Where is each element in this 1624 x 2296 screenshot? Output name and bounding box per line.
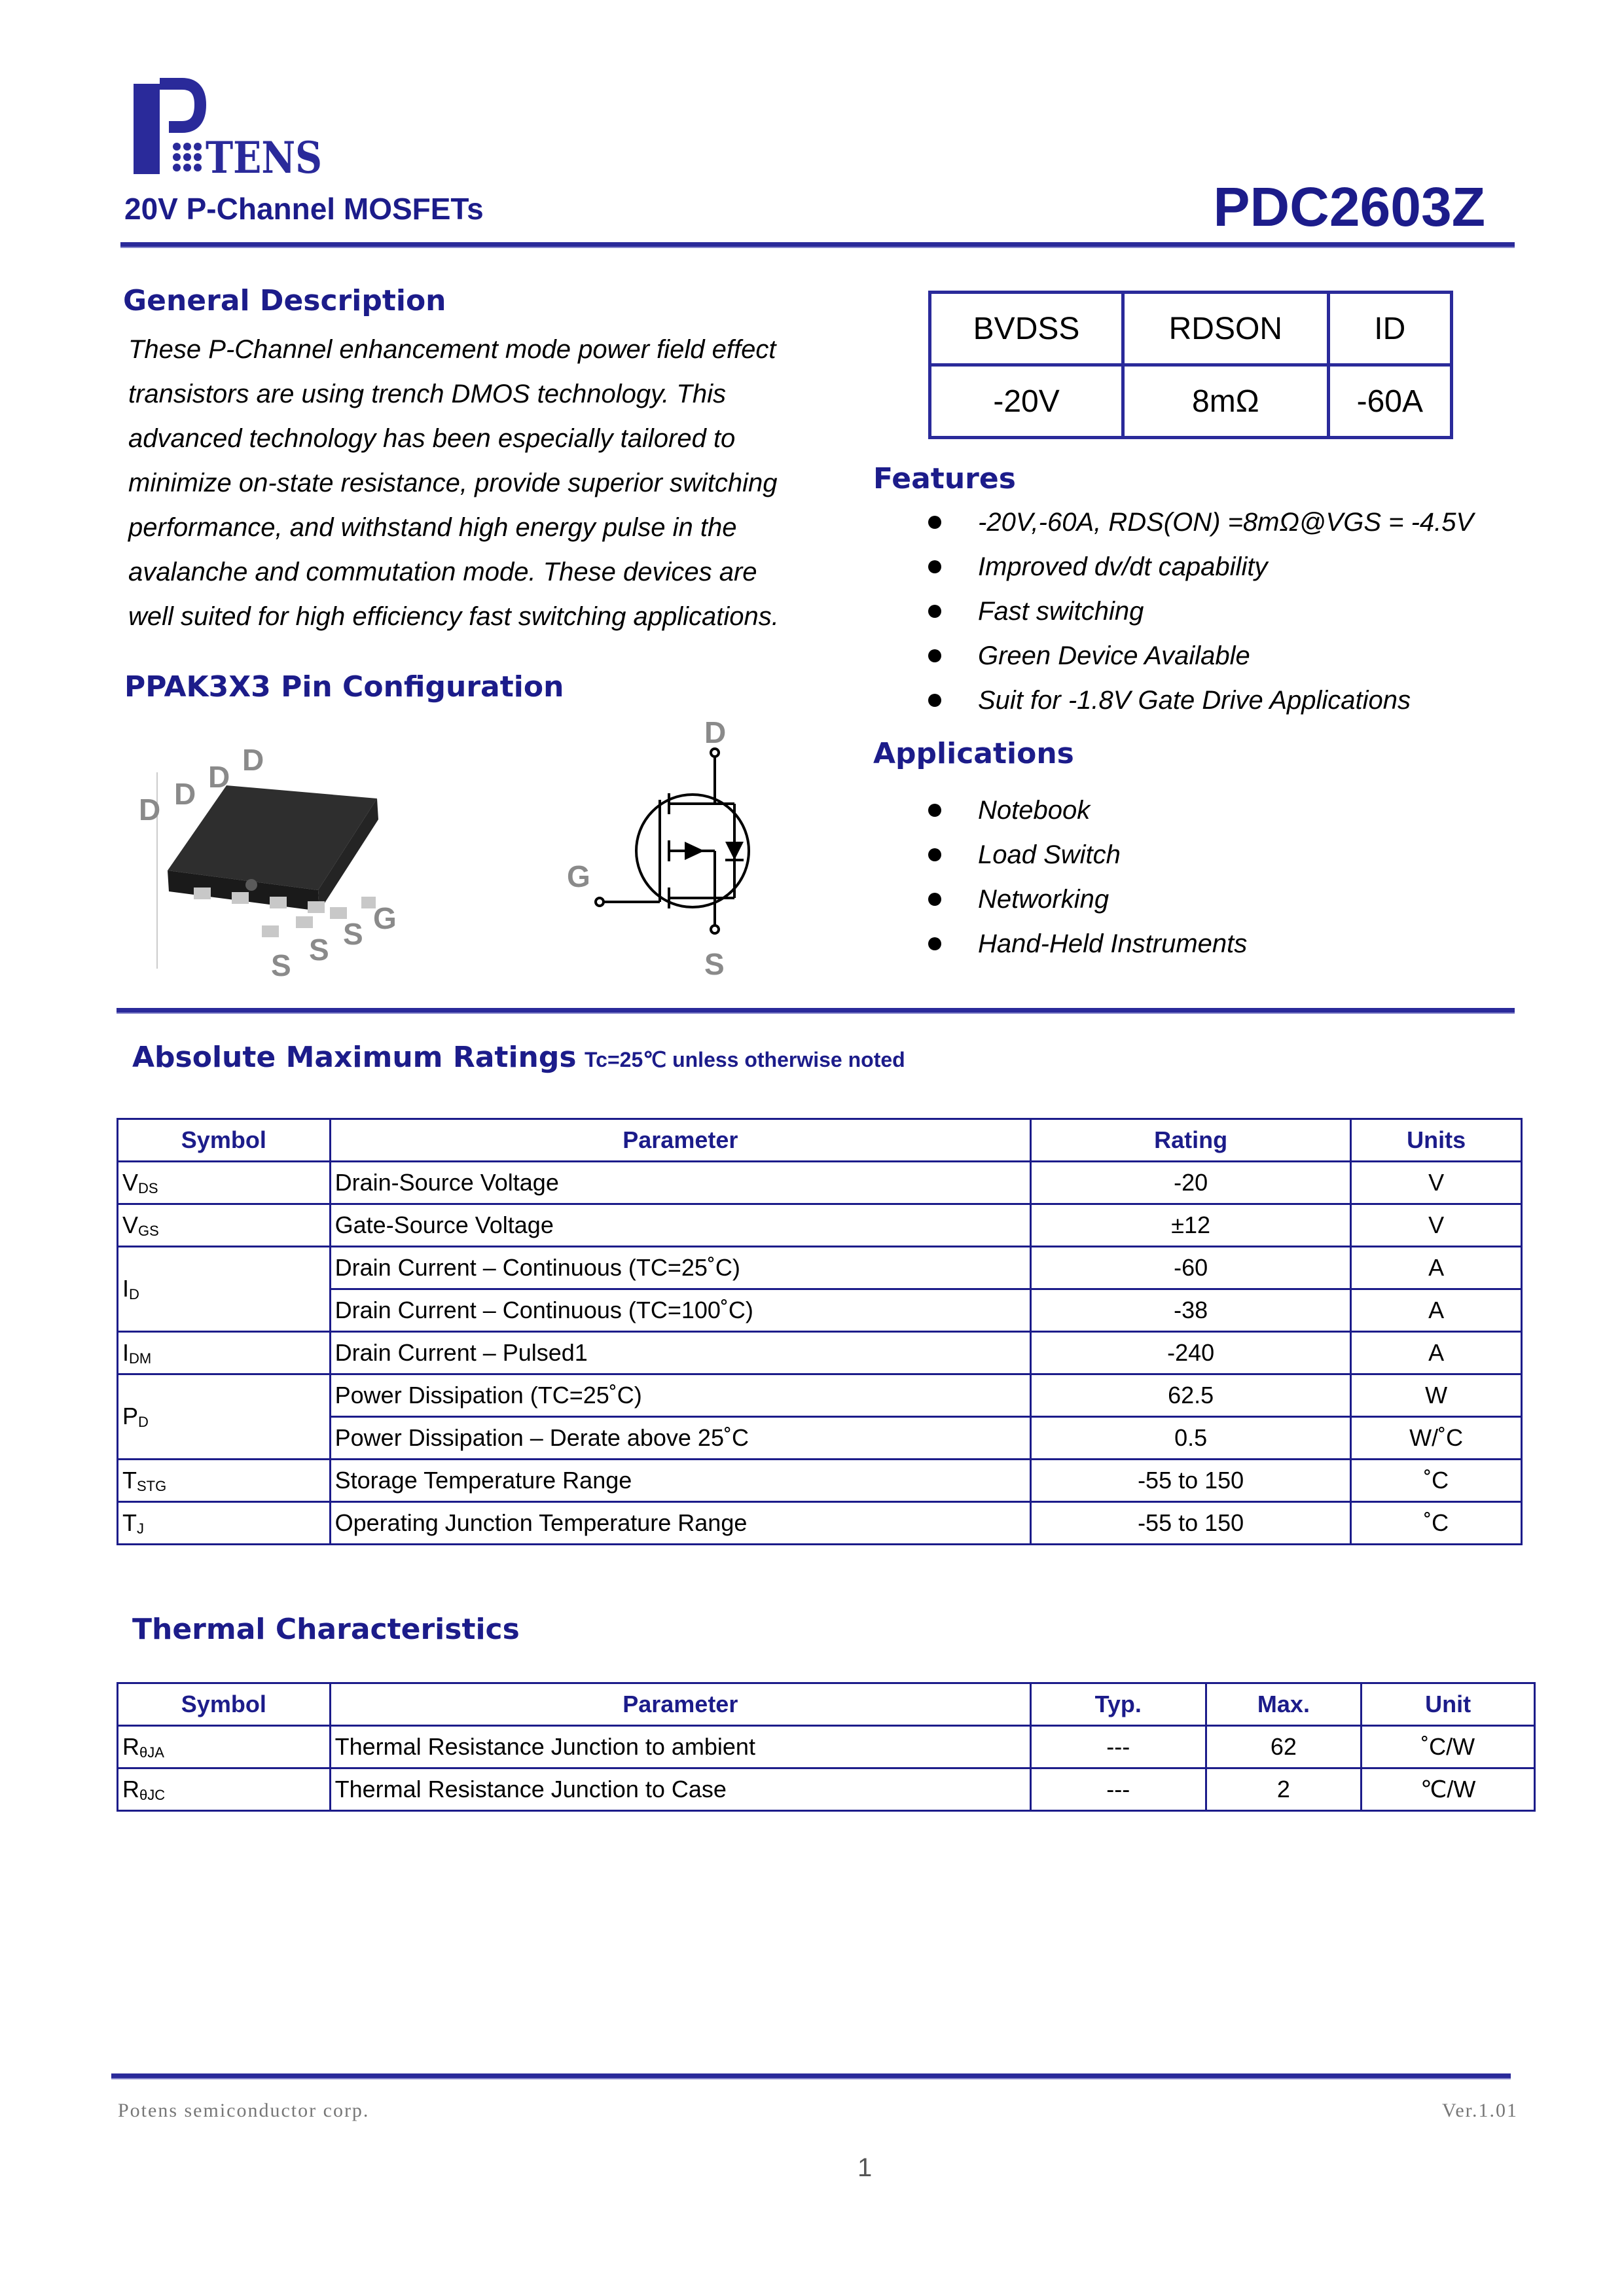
col-header-max: Max. [1206, 1683, 1362, 1726]
pin-label-g: G [373, 901, 397, 935]
row-unit: W [1351, 1374, 1522, 1417]
spec-header-rdson: RDSON [1123, 293, 1329, 365]
thermal-title: Thermal Characteristics [132, 1613, 520, 1646]
col-header-symbol: Symbol [118, 1683, 331, 1726]
table-row [118, 1247, 1522, 1289]
col-header-typ: Typ. [1030, 1683, 1206, 1726]
footer-company: Potens semiconductor corp. [118, 2100, 370, 2121]
row-unit: A [1351, 1289, 1522, 1332]
row-symbol: $R_{\theta JC}$ [118, 1768, 331, 1811]
pin-config-title: PPAK3X3 Pin Configuration [124, 670, 564, 704]
col-header-units: Units [1351, 1119, 1522, 1162]
row-rating: -60 [1030, 1247, 1350, 1289]
row-rating: -55 to 150 [1030, 1460, 1350, 1502]
row-rating: -55 to 150 [1030, 1502, 1350, 1545]
row-unit: ˚C/W [1362, 1726, 1535, 1768]
features-list [922, 500, 1473, 723]
company-logo [128, 81, 325, 183]
table-row [118, 1726, 1535, 1768]
row-parameter: Thermal Resistance Junction to ambient [330, 1726, 1030, 1768]
spec-value-id: -60A [1328, 365, 1451, 438]
desc-line: performance, and withstand high energy pulse in the [128, 513, 737, 542]
col-header-symbol: Symbol [118, 1119, 331, 1162]
row-parameter: Drain-Source Voltage [330, 1162, 1030, 1204]
row-parameter: Power Dissipation – Derate above 25˚C [330, 1417, 1030, 1460]
pin-label-s: S [343, 917, 363, 951]
svg-text:TENS: TENS [206, 132, 322, 183]
pin-label-s: S [309, 933, 329, 967]
row-parameter: Drain Current – Continuous (TC=100˚C) [330, 1289, 1030, 1332]
row-unit: ℃/W [1362, 1768, 1535, 1811]
row-parameter: Operating Junction Temperature Range [330, 1502, 1030, 1545]
desc-line: minimize on-state resistance, provide superior switching [128, 469, 778, 497]
document-subtitle: 20V P-Channel MOSFETs [124, 192, 484, 226]
row-symbol: $I_D$ [118, 1247, 331, 1332]
abs-max-table [117, 1118, 1523, 1545]
row-unit: ˚C [1351, 1460, 1522, 1502]
table-row [118, 1502, 1522, 1545]
desc-line: These P-Channel enhancement mode power field effect [128, 335, 776, 364]
abs-max-heading [132, 1041, 905, 1074]
row-parameter: Gate-Source Voltage [330, 1204, 1030, 1247]
abs-max-title: Absolute Maximum Ratings [132, 1041, 577, 1074]
feature-item: Green Device Available [922, 634, 1473, 678]
feature-item: Suit for -1.8V Gate Drive Applications [922, 678, 1473, 723]
col-header-unit: Unit [1362, 1683, 1535, 1726]
row-unit: ˚C [1351, 1502, 1522, 1545]
col-header-parameter: Parameter [330, 1119, 1030, 1162]
footer-rule [111, 2073, 1511, 2079]
row-symbol: $V_{GS}$ [118, 1204, 331, 1247]
pin-label-d: D [242, 743, 264, 777]
row-unit: A [1351, 1247, 1522, 1289]
row-rating: 62.5 [1030, 1374, 1350, 1417]
row-max: 2 [1206, 1768, 1362, 1811]
part-number: PDC2603Z [1213, 176, 1485, 238]
row-symbol: $I_{DM}$ [118, 1332, 331, 1374]
row-parameter: Storage Temperature Range [330, 1460, 1030, 1502]
application-item: Notebook [922, 788, 1247, 833]
spec-header-id: ID [1328, 293, 1451, 365]
table-row [118, 1162, 1522, 1204]
feature-item: Fast switching [922, 589, 1473, 634]
col-header-parameter: Parameter [330, 1683, 1030, 1726]
row-parameter: Drain Current – Continuous (TC=25˚C) [330, 1247, 1030, 1289]
spec-value-bvdss: -20V [930, 365, 1123, 438]
row-parameter: Power Dissipation (TC=25˚C) [330, 1374, 1030, 1417]
desc-line: transistors are using trench DMOS technology. This [128, 380, 726, 408]
row-unit: V [1351, 1162, 1522, 1204]
symbol-label-drain: D [704, 715, 727, 749]
application-item: Networking [922, 877, 1247, 922]
row-unit: A [1351, 1332, 1522, 1374]
row-rating: 0.5 [1030, 1417, 1350, 1460]
mosfet-symbol [589, 746, 759, 936]
row-symbol: $R_{\theta JA}$ [118, 1726, 331, 1768]
pin-label-d: D [174, 777, 196, 811]
applications-list [922, 788, 1247, 966]
row-parameter: Drain Current – Pulsed1 [330, 1332, 1030, 1374]
row-unit: W/˚C [1351, 1417, 1522, 1460]
row-rating: -38 [1030, 1289, 1350, 1332]
section-rule [117, 1008, 1515, 1014]
col-header-rating: Rating [1030, 1119, 1350, 1162]
row-max: 62 [1206, 1726, 1362, 1768]
feature-item: -20V,-60A, RDS(ON) =8mΩ@VGS = -4.5V [922, 500, 1473, 545]
row-rating: -240 [1030, 1332, 1350, 1374]
table-row [118, 1204, 1522, 1247]
feature-item: Improved dv/dt capability [922, 545, 1473, 589]
page-number: 1 [857, 2153, 873, 2182]
row-symbol: $T_J$ [118, 1502, 331, 1545]
general-description-title: General Description [123, 284, 446, 317]
spec-header-bvdss: BVDSS [930, 293, 1123, 365]
general-description-text [128, 327, 888, 639]
header-rule [120, 242, 1515, 248]
table-row [118, 1332, 1522, 1374]
abs-max-note: Tc=25℃ unless otherwise noted [585, 1048, 905, 1071]
spec-value-rdson: 8mΩ [1123, 365, 1329, 438]
features-title: Features [873, 462, 1016, 495]
table-row [118, 1374, 1522, 1417]
desc-line: avalanche and commutation mode. These devices are [128, 558, 757, 586]
row-symbol: $P_D$ [118, 1374, 331, 1460]
row-rating: ±12 [1030, 1204, 1350, 1247]
pin-label-s: S [271, 948, 291, 982]
row-symbol: $T_{STG}$ [118, 1460, 331, 1502]
key-spec-table [928, 291, 1453, 439]
symbol-label-gate: G [567, 859, 590, 893]
table-row [118, 1460, 1522, 1502]
application-item: Hand-Held Instruments [922, 922, 1247, 966]
row-parameter: Thermal Resistance Junction to Case [330, 1768, 1030, 1811]
row-symbol: $V_{DS}$ [118, 1162, 331, 1204]
applications-title: Applications [873, 737, 1074, 770]
symbol-label-source: S [704, 947, 725, 981]
row-typ: --- [1030, 1726, 1206, 1768]
table-row [118, 1768, 1535, 1811]
thermal-table [117, 1682, 1536, 1812]
pin-label-d: D [208, 760, 230, 794]
row-unit: V [1351, 1204, 1522, 1247]
desc-line: well suited for high efficiency fast switching applications. [128, 602, 779, 631]
pin-label-d: D [139, 793, 161, 827]
desc-line: advanced technology has been especially tailored to [128, 424, 736, 453]
row-rating: -20 [1030, 1162, 1350, 1204]
footer-version: Ver.1.01 [1442, 2100, 1518, 2121]
application-item: Load Switch [922, 833, 1247, 877]
row-typ: --- [1030, 1768, 1206, 1811]
